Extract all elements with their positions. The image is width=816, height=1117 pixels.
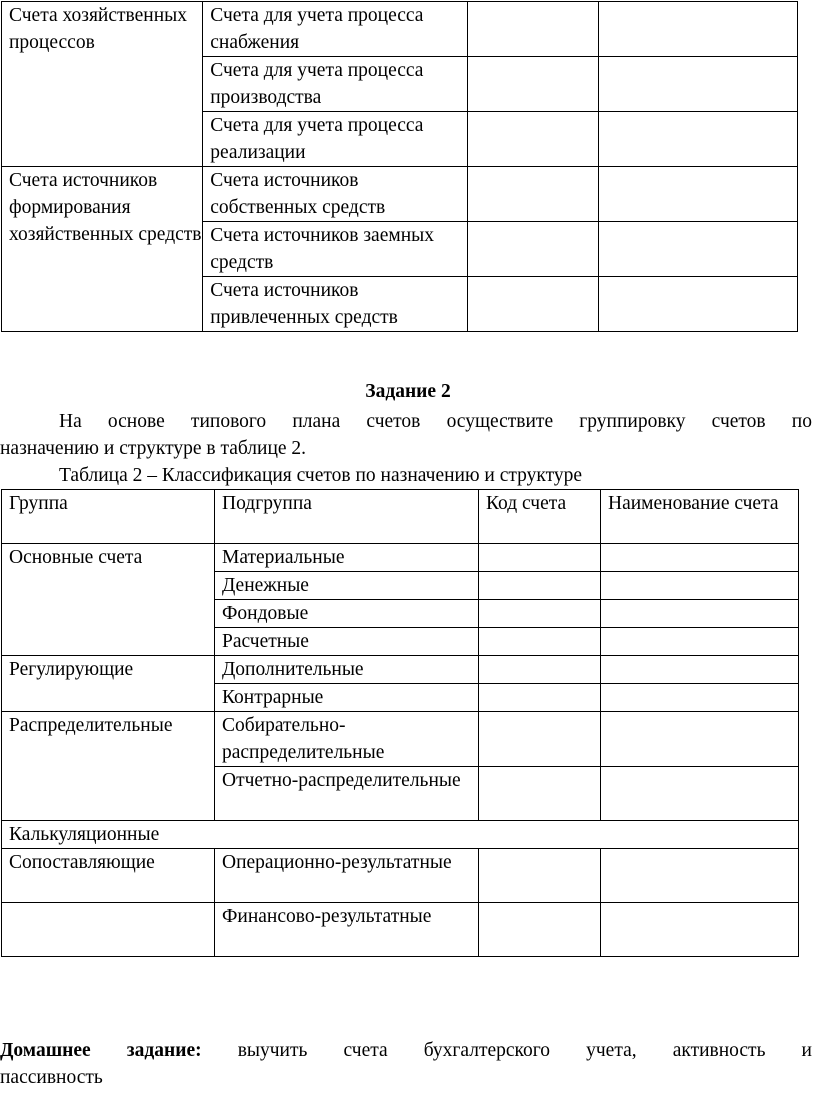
empty-cell <box>598 112 797 167</box>
subgroup-cell: Счета источников привлеченных средств <box>203 277 467 332</box>
subgroup-cell: Счета для учета процесса снабжения <box>203 2 467 57</box>
subgroup-cell: Счета для учета процесса производства <box>203 57 467 112</box>
empty-cell <box>467 112 598 167</box>
subgroup-cell: Материальные <box>215 544 479 572</box>
header-name: Наименование счета <box>601 490 799 544</box>
empty-cell <box>479 684 601 712</box>
group-cell: Основные счета <box>2 544 215 656</box>
empty-cell <box>2 903 215 957</box>
empty-cell <box>479 767 601 821</box>
empty-cell <box>601 572 799 600</box>
subgroup-cell: Денежные <box>215 572 479 600</box>
subgroup-cell: Расчетные <box>215 628 479 656</box>
subgroup-cell: Счета для учета процесса реализации <box>203 112 467 167</box>
subgroup-cell: Операционно-результатные <box>215 849 479 903</box>
empty-cell <box>598 57 797 112</box>
empty-cell <box>479 656 601 684</box>
header-group: Группа <box>2 490 215 544</box>
empty-cell <box>601 712 799 767</box>
empty-cell <box>467 167 598 222</box>
empty-cell <box>479 628 601 656</box>
subgroup-cell: Счета источников собственных средств <box>203 167 467 222</box>
empty-cell <box>601 544 799 572</box>
empty-cell <box>479 903 601 957</box>
empty-cell <box>479 600 601 628</box>
empty-cell <box>467 222 598 277</box>
task-paragraph-line-1: На основе типового плана счетов осуществите группировку счетов по <box>59 411 812 432</box>
empty-cell <box>601 849 799 903</box>
subgroup-cell: Отчетно-распределительные <box>215 767 479 821</box>
group-cell: Регулирующие <box>2 656 215 712</box>
empty-cell <box>467 277 598 332</box>
empty-cell <box>479 544 601 572</box>
homework-text-2: пассивность <box>0 1067 103 1088</box>
classification-table <box>1 489 799 957</box>
empty-cell <box>479 712 601 767</box>
empty-cell <box>601 628 799 656</box>
accounts-table-1 <box>1 1 798 332</box>
empty-cell <box>601 767 799 821</box>
empty-cell <box>598 2 797 57</box>
empty-cell <box>598 167 797 222</box>
empty-cell <box>598 222 797 277</box>
homework-label: Домашнее задание: <box>0 1040 202 1061</box>
group-cell: Распределительные <box>2 712 215 821</box>
homework <box>0 1037 812 1091</box>
empty-cell <box>479 849 601 903</box>
empty-cell <box>601 684 799 712</box>
group-cell: Калькуляционные <box>2 821 799 849</box>
group-cell: Сопоставляющие <box>2 849 215 903</box>
subgroup-cell: Финансово-результатные <box>215 903 479 957</box>
empty-cell <box>601 656 799 684</box>
subgroup-cell: Контрарные <box>215 684 479 712</box>
task-paragraph-line-2: назначению и структуре в таблице 2. <box>0 438 307 459</box>
empty-cell <box>467 57 598 112</box>
homework-line-1 <box>0 1037 812 1064</box>
header-subgroup: Подгруппа <box>215 490 479 544</box>
task-title: Задание 2 <box>365 381 451 402</box>
homework-text-1: выучить счета бухгалтерского учета, активность и <box>201 1040 812 1061</box>
empty-cell <box>601 600 799 628</box>
empty-cell <box>467 2 598 57</box>
empty-cell <box>598 277 797 332</box>
task-paragraph <box>0 408 812 462</box>
subgroup-cell: Собирательно-распределительные <box>215 712 479 767</box>
group-cell: Счета источников формирования хозяйственных средств <box>2 167 203 332</box>
empty-cell <box>601 903 799 957</box>
header-code: Код счета <box>479 490 601 544</box>
empty-cell <box>479 572 601 600</box>
subgroup-cell: Фондовые <box>215 600 479 628</box>
table-caption: Таблица 2 – Классификация счетов по назначению и структуре <box>59 465 583 486</box>
subgroup-cell: Счета источников заемных средств <box>203 222 467 277</box>
group-cell: Счета хозяйственных процессов <box>2 2 203 167</box>
subgroup-cell: Дополнительные <box>215 656 479 684</box>
